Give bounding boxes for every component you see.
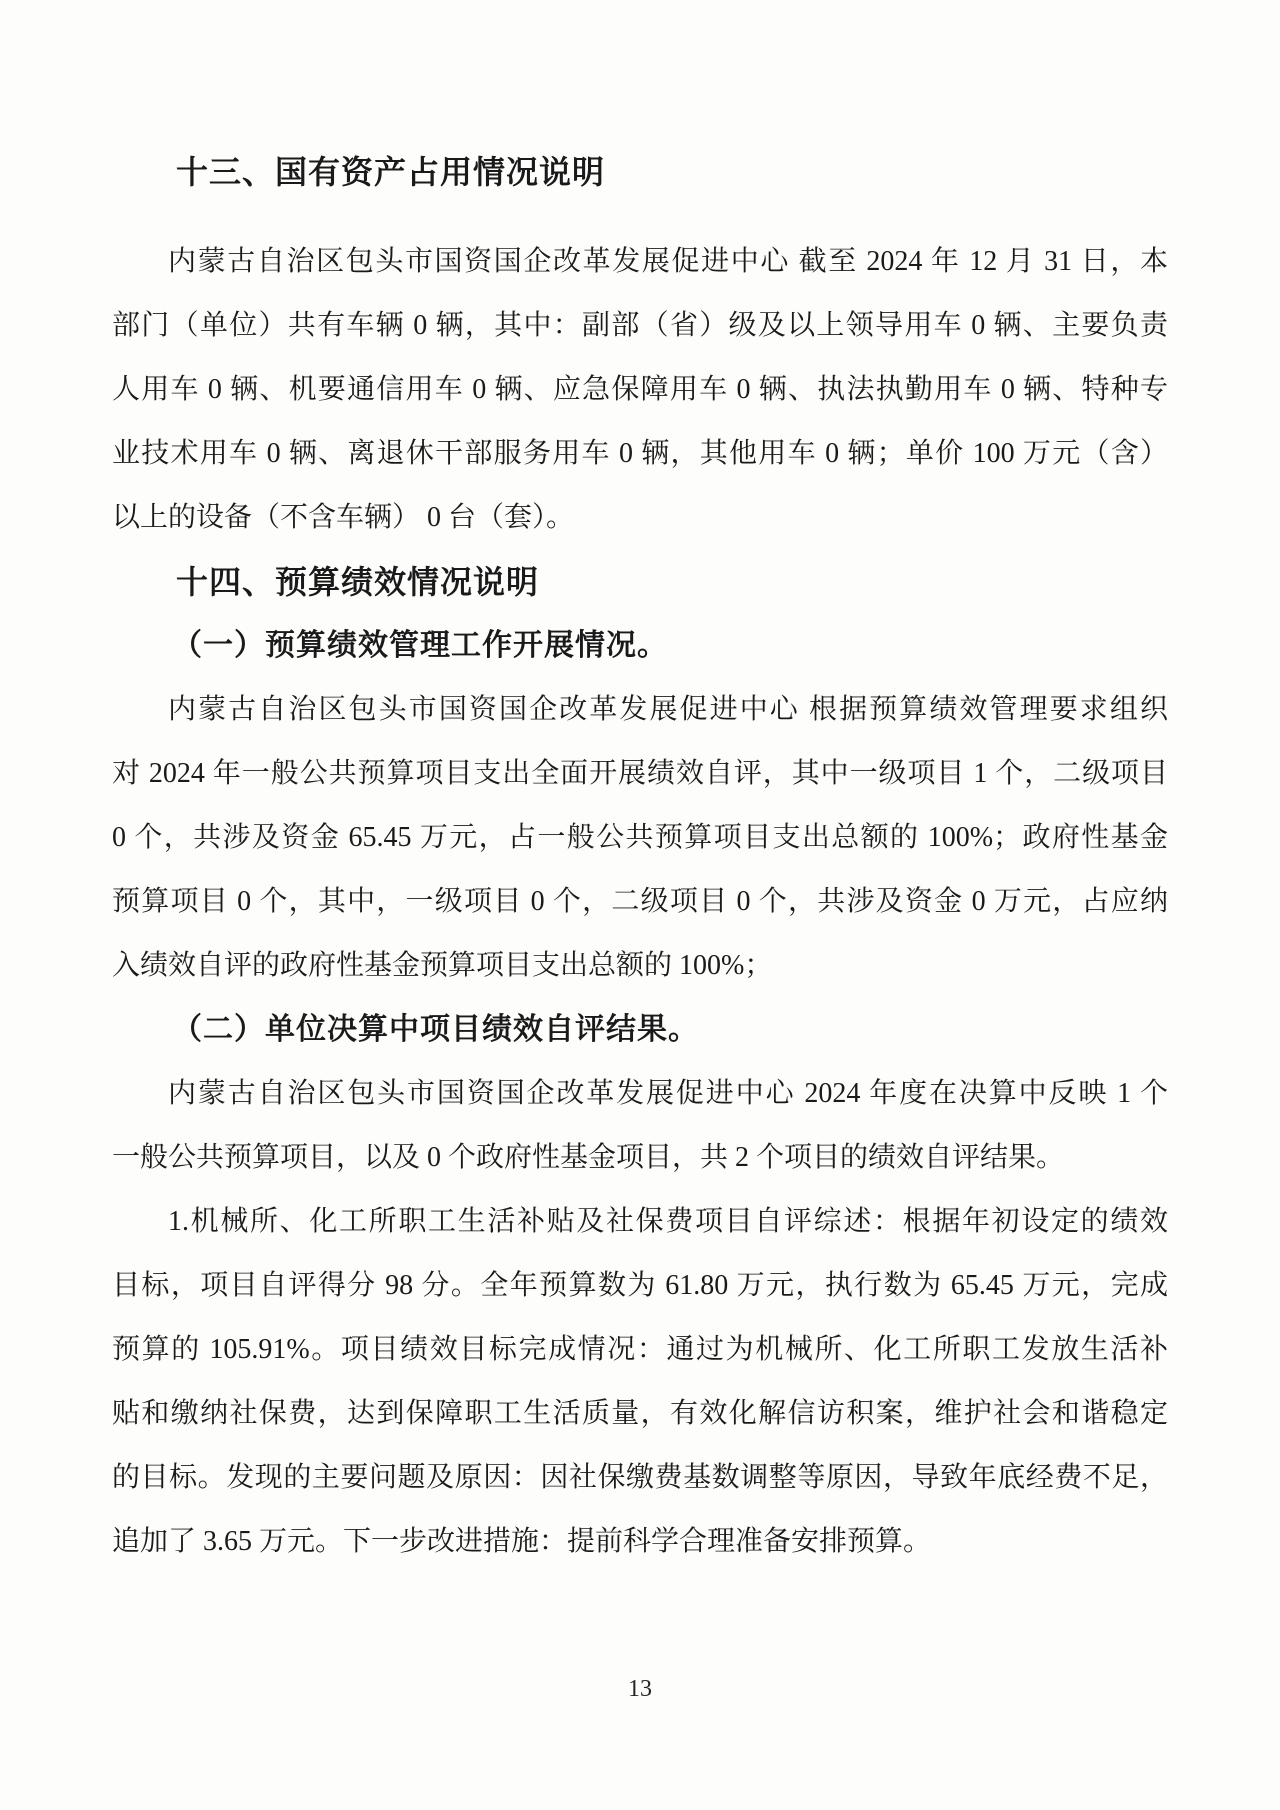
text-line: 预算的 105.91%。项目绩效目标完成情况：通过为机械所、化工所职工发放生活补 (112, 1334, 1168, 1365)
text-line: 追加了 3.65 万元。下一步改进措施：提前科学合理准备安排预算。 (112, 1526, 932, 1557)
section-heading-14: 十四、预算绩效情况说明 (176, 564, 540, 600)
para-project-self-evaluation (112, 1190, 1168, 1574)
para-asset-occupation (112, 230, 1168, 550)
subheading-self-evaluation-results: （二）单位决算中项目绩效自评结果。 (172, 1013, 699, 1046)
text-line: 入绩效自评的政府性基金预算项目支出总额的 100%； (112, 950, 773, 981)
para-self-evaluation-overview (112, 1062, 1168, 1190)
para-performance-management (112, 678, 1168, 998)
text-line: 人用车 0 辆、机要通信用车 0 辆、应急保障用车 0 辆、执法执勤用车 0 辆、特种专 (112, 374, 1168, 405)
text-line: 以上的设备（不含车辆） 0 台（套）。 (112, 502, 575, 533)
section-heading-13: 十三、国有资产占用情况说明 (176, 154, 606, 190)
text-line: 一般公共预算项目，以及 0 个政府性基金项目，共 2 个项目的绩效自评结果。 (112, 1142, 1065, 1173)
text-line: 业技术用车 0 辆、离退休干部服务用车 0 辆，其他用车 0 辆；单价 100 万元（含） (112, 438, 1168, 469)
text-line: 预算项目 0 个，其中，一级项目 0 个，二级项目 0 个，共涉及资金 0 万元，占应纳 (112, 886, 1168, 917)
text-line: 对 2024 年一般公共预算项目支出全面开展绩效自评，其中一级项目 1 个，二级项目 (112, 758, 1168, 789)
text-line: 内蒙古自治区包头市国资国企改革发展促进中心 截至 2024 年 12 月 31 日，本 (168, 246, 1168, 277)
text-line: 贴和缴纳社保费，达到保障职工生活质量，有效化解信访积案，维护社会和谐稳定 (112, 1398, 1168, 1429)
page-footer (0, 1676, 1280, 1703)
text-line: 1.机械所、化工所职工生活补贴及社保费项目自评综述：根据年初设定的绩效 (168, 1206, 1168, 1237)
subheading-performance-management: （一）预算绩效管理工作开展情况。 (172, 629, 668, 662)
text-line: 0 个，共涉及资金 65.45 万元，占一般公共预算项目支出总额的 100%；政府性基金 (112, 822, 1168, 853)
document-body (112, 140, 1168, 1574)
text-line: 目标，项目自评得分 98 分。全年预算数为 61.80 万元，执行数为 65.45 万元，完成 (112, 1270, 1168, 1301)
text-line: 内蒙古自治区包头市国资国企改革发展促进中心 根据预算绩效管理要求组织 (168, 694, 1168, 725)
page-number: 13 (628, 1676, 652, 1702)
text-line: 的目标。发现的主要问题及原因：因社保缴费基数调整等原因，导致年底经费不足， (112, 1462, 1168, 1493)
text-line: 内蒙古自治区包头市国资国企改革发展促进中心 2024 年度在决算中反映 1 个 (168, 1078, 1168, 1109)
text-line: 部门（单位）共有车辆 0 辆，其中：副部（省）级及以上领导用车 0 辆、主要负责 (112, 310, 1168, 341)
